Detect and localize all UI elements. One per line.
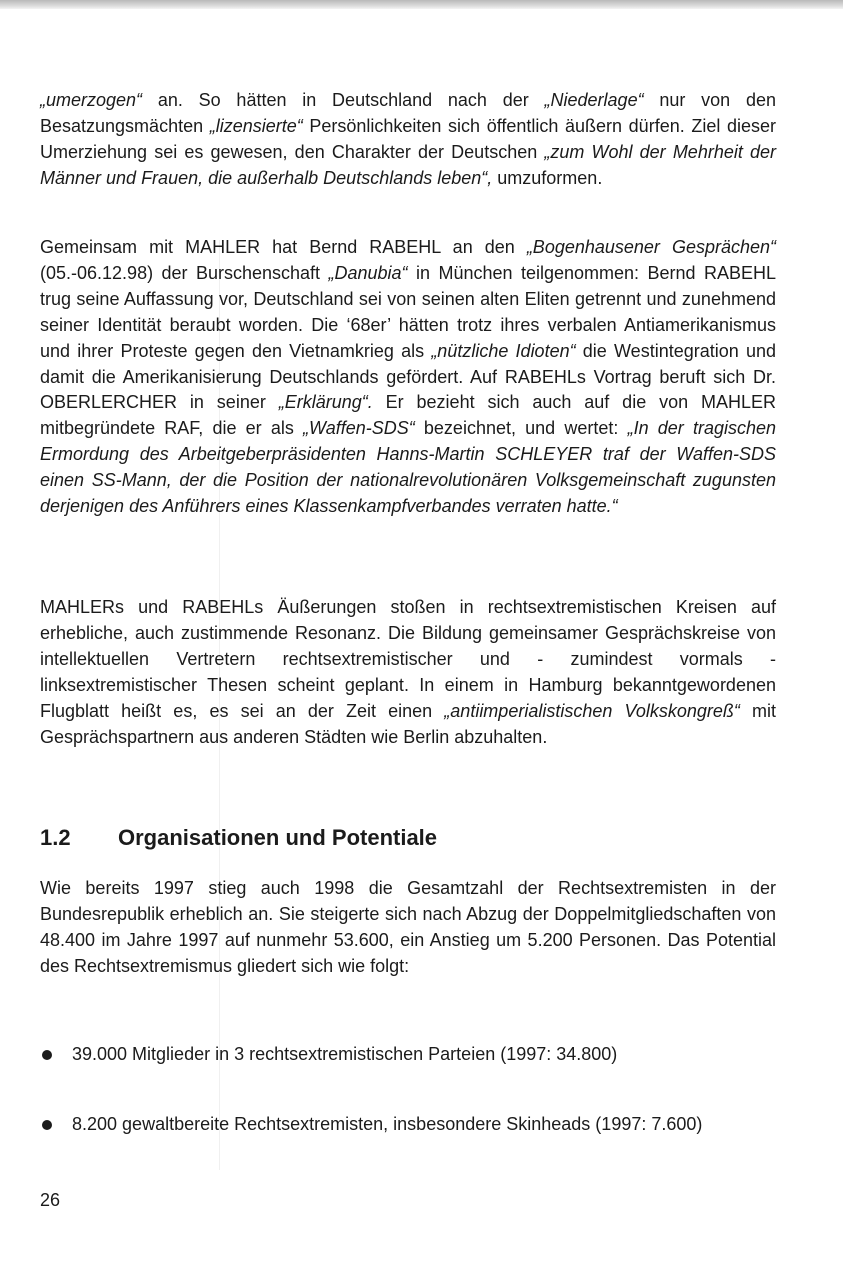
section-heading [40, 823, 437, 853]
section-number: 1.2 [40, 825, 71, 850]
list-item-text: 8.200 gewaltbereite Rechtsextremisten, insbesondere Skinheads (1997: 7.600) [72, 1114, 703, 1134]
paragraph-3: MAHLERs und RABEHLs Äußerungen stoßen in rechtsextremistischen Kreisen auf erhebliche, auch zustimmende Resonanz. Die Bildung gemeinsamer Gesprächskreise von intellektuellen Vertretern rechtsextremistischer und - zumindest vormals - linksextremistischer Thesen scheint geplant. In einem in Hamburg bekanntgewordenen Flugblatt heißt es, es sei an der Zeit einen „antiimperialistischen Volkskongreß“ mit Gesprächspartnern aus anderen Städten wie Berlin abzuhalten. [40, 597, 776, 747]
list-item [40, 1112, 776, 1138]
bullet-icon [42, 1050, 52, 1060]
list-item-text: 39.000 Mitglieder in 3 rechtsextremistischen Parteien (1997: 34.800) [72, 1044, 618, 1064]
paragraph-4: Wie bereits 1997 stieg auch 1998 die Gesamtzahl der Rechtsextremisten in der Bundesrepublik erheblich an. Sie steigerte sich nach Abzug der Doppelmitgliedschaften von 48.400 im Jahre 1997 auf nunmehr 53.600, ein Anstieg um 5.200 Personen. Das Potential des Rechtsextremismus gliedert sich wie folgt: [40, 878, 776, 976]
section-title: Organisationen und Potentiale [118, 825, 438, 850]
paragraph-1: „umerzogen“ an. So hätten in Deutschland nach der „Niederlage“ nur von den Besatzungsmächten „lizensierte“ Persönlichkeiten sich öffentlich äußern dürfen. Ziel dieser Umerziehung sei es gewesen, den Charakter der Deutschen „zum Wohl der Mehrheit der Männer und Frauen, die außerhalb Deutschlands leben“, umzuformen. [40, 90, 777, 188]
list-item [40, 1042, 776, 1068]
bullet-icon [42, 1120, 52, 1130]
page-number: 26 [40, 1190, 61, 1210]
scan-top-edge [0, 0, 843, 9]
paragraph-2: Gemeinsam mit MAHLER hat Bernd RABEHL an den „Bogenhausener Gesprächen“ (05.-06.12.98) der Burschenschaft „Danubia“ in München teilgenommen: Bernd RABEHL trug seine Auffassung vor, Deutschland sei von seinen alten Eliten getrennt und zunehmend seiner Identität beraubt worden. Die ‘68er’ hätten trotz ihres verbalen Antiamerikanismus und ihrer Proteste gegen den Vietnamkrieg als „nützliche Idioten“ die Westintegration und damit die Amerikanisierung Deutschlands gefördert. Auf RABEHLs Vortrag beruft sich Dr. OBERLERCHER in seiner „Erklärung“. Er bezieht sich auch auf die von MAHLER mitbegründete RAF, die er als „Waffen-SDS“ bezeichnet, und wertet: „In der tragischen Ermordung des Arbeitgeberpräsidenten Hanns-Martin SCHLEYER traf der Waffen-SDS einen SS-Mann, der die Position der nationalrevolutionären Volksgemeinschaft zugunsten derjenigen des Anführers eines Klassenkampfverbandes verraten hatte.“ [40, 237, 777, 517]
